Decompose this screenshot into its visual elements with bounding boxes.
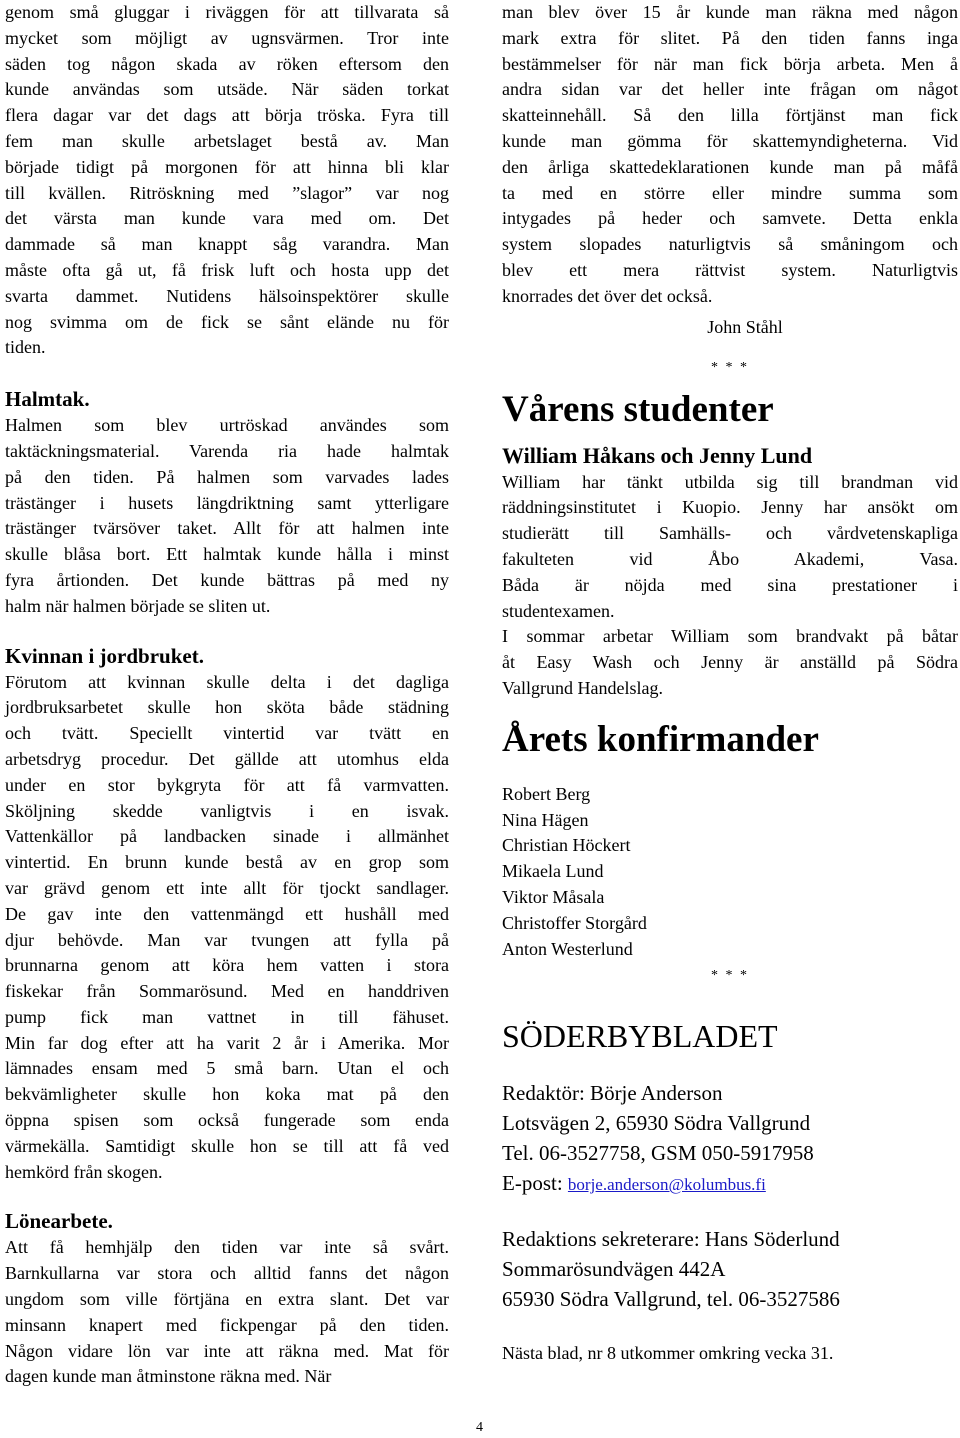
- kvinnan-line: arbetsdryg procedur. Det gällde att utomhus elda: [5, 748, 449, 769]
- kvinnan-paragraph: [5, 670, 449, 1186]
- next-issue-note: Nästa blad, nr 8 utkommer omkring vecka 31.: [502, 1343, 834, 1364]
- editor-address: Lotsvägen 2, 65930 Södra Vallgrund: [502, 1111, 811, 1136]
- kvinnan-line: öppna spisen som också fungerade som enda: [5, 1110, 449, 1131]
- kvinnan-line: värmekälla. Samtidigt skulle hon se till att få ved: [5, 1135, 449, 1156]
- secretary-name: Redaktions sekreterare: Hans Söderlund: [502, 1227, 840, 1252]
- threshing-line: började tidigt på morgonen för att hinna bli klar: [5, 156, 449, 177]
- email-label: E-post:: [502, 1171, 568, 1196]
- threshing-line: säden tog någon skada av röken eftersom den: [5, 53, 449, 74]
- editor-email-line: [502, 1168, 958, 1200]
- continued-line: mark extra för slitet. På den tiden fanns inga: [502, 27, 958, 48]
- halmtak-line: trästänger i husets längdriktning samt ytterligare: [5, 492, 449, 513]
- kvinnan-line: brunnarna genom att köra hem vatten i stora: [5, 955, 449, 976]
- konfirmander-list: [502, 782, 958, 963]
- kvinnan-line: Min far dog efter att ha varit 2 år i Amerika. Mor: [5, 1032, 449, 1053]
- studenter-title: Vårens studenter: [502, 388, 774, 430]
- kvinnan-line: Vattenkällor på landbacken sinade i allmänhet: [5, 826, 449, 847]
- secretary-address: Sommarösundvägen 442A: [502, 1257, 726, 1282]
- studenter-subhead: William Håkans och Jenny Lund: [502, 442, 813, 468]
- kvinnan-line: fiskekar från Sommarösund. Med en handdriven: [5, 981, 449, 1002]
- continued-line: ta med en större eller mindre summa som: [502, 182, 958, 203]
- studenter-line: fakulteten vid Åbo Akademi, Vasa.: [502, 548, 958, 569]
- studenter-line: Vallgrund Handelslag.: [502, 677, 663, 698]
- continued-line: intygades på heder och samvete. Detta enkla: [502, 208, 958, 229]
- halmtak-heading: Halmtak.: [5, 387, 90, 412]
- kvinnan-line: jordbruksarbetet skulle hon sköta både städning: [5, 697, 449, 718]
- author-name: John Ståhl: [707, 316, 783, 337]
- kvinnan-line: djur behövde. Man var tvungen att fylla på: [5, 929, 449, 950]
- halmtak-line: fyra årtionden. Det kunde bättras på med ny: [5, 569, 449, 590]
- studenter-line: I sommar arbetar William som brandvakt på båtar: [502, 626, 958, 647]
- studenter-line: studierätt till Samhälls- och vårdvetenskapliga: [502, 523, 958, 544]
- konfirmand-name: Robert Berg: [502, 783, 591, 804]
- kvinnan-line: var grävd genom ett inte allt för tjockt sandlager.: [5, 877, 449, 898]
- lonearbete-heading: Lönearbete.: [5, 1209, 113, 1234]
- editor-name: Redaktör: Börje Anderson: [502, 1081, 723, 1106]
- editor-phone: Tel. 06-3527758, GSM 050-5917958: [502, 1141, 814, 1166]
- continued-line: knorrades det över det också.: [502, 285, 713, 306]
- left-column: [5, 0, 449, 1390]
- threshing-line: det värsta man kunde vara med om. Det: [5, 208, 449, 229]
- kvinnan-line: och tvätt. Speciellt vintertid var tvätt en: [5, 723, 449, 744]
- continued-paragraph: [502, 0, 958, 310]
- threshing-line: svarta dammet. Nutidens hälsoinspektörer skulle: [5, 285, 449, 306]
- kvinnan-line: bekvämligheter skulle hon koka mat på den: [5, 1084, 449, 1105]
- threshing-line: genom små gluggar i riväggen för att tillvarata så: [5, 2, 449, 22]
- studenter-line: William har tänkt utbilda sig till brandman vid: [502, 471, 958, 492]
- continued-line: skatteinnehåll. Så den lilla förtjänst man fick: [502, 105, 958, 126]
- halmtak-line: på den tiden. På halmen som varvades lades: [5, 466, 449, 487]
- konfirmand-name: Anton Westerlund: [502, 938, 633, 959]
- studenter-line: åt Easy Wash och Jenny är anställd på Södra: [502, 652, 958, 673]
- kvinnan-heading: Kvinnan i jordbruket.: [5, 643, 204, 668]
- konfirmander-title: Årets konfirmander: [502, 718, 819, 760]
- halmtak-line: trästänger tvärsöver taket. Allt för att halmen inte: [5, 518, 449, 539]
- page-number: 4: [476, 1420, 483, 1435]
- threshing-line: mycket som möjligt av ugnsvärmen. Tror inte: [5, 27, 449, 48]
- continued-line: man blev över 15 år kunde man räkna med någon: [502, 2, 958, 22]
- continued-line: bestämmelser för när man fick börja arbeta. Men å: [502, 53, 958, 74]
- separator: * * *: [711, 359, 749, 375]
- studenter-line: studentexamen.: [502, 600, 615, 621]
- kvinnan-line: Förutom att kvinnan skulle delta i det dagliga: [5, 671, 449, 692]
- continued-line: den årliga skattedeklarationen kunde man på måfå: [502, 156, 958, 177]
- halmtak-paragraph: [5, 413, 449, 619]
- threshing-line: flera dagar var det dags att börja tröska. Fyra till: [5, 105, 449, 126]
- right-column: [502, 0, 958, 1366]
- threshing-line: tiden.: [5, 337, 46, 358]
- konfirmand-name: Christian Höckert: [502, 835, 631, 856]
- lonearbete-line: Att få hemhjälp den tiden var inte så svårt.: [5, 1237, 449, 1258]
- kvinnan-line: Sköljning skedde vanligtvis i en isvak.: [5, 800, 449, 821]
- continued-line: system slopades naturligtvis så småningom och: [502, 234, 958, 255]
- konfirmand-name: Christoffer Storgård: [502, 912, 647, 933]
- email-link[interactable]: borje.anderson@kolumbus.fi: [567, 1175, 766, 1195]
- studenter-paragraph: [502, 470, 958, 702]
- separator: * * *: [711, 968, 749, 984]
- kvinnan-line: De gav inte den vattenmängd ett hushåll med: [5, 903, 449, 924]
- halmtak-line: skulle blåsa bort. Ett halmtak kunde hålla i minst: [5, 544, 449, 565]
- kvinnan-line: vintertid. En brunn kunde bestå av en grop som: [5, 852, 449, 873]
- lonearbete-line: minsann knapert med fickpengar på den tiden.: [5, 1314, 449, 1335]
- threshing-line: dammade så man knappt såg varandra. Man: [5, 234, 449, 255]
- continued-line: blev ett mera rättvist system. Naturligtvis: [502, 259, 958, 280]
- threshing-paragraph: [5, 0, 449, 361]
- threshing-line: fem man skulle arbetslaget bestå av. Man: [5, 130, 449, 151]
- threshing-line: måste ofta gå ut, få frisk luft och hosta upp det: [5, 259, 449, 280]
- konfirmand-name: Viktor Måsala: [502, 886, 605, 907]
- studenter-line: räddningsinstitutet i Kuopio. Jenny har ansökt om: [502, 497, 958, 518]
- continued-line: andra sidan var det heller inte frågan om något: [502, 79, 958, 100]
- threshing-line: kunde användas som utsäde. När säden torkat: [5, 79, 449, 100]
- lonearbete-paragraph: [5, 1235, 449, 1390]
- halmtak-line: halm när halmen började se sliten ut.: [5, 595, 271, 616]
- lonearbete-line: Barnkullarna var stora och alltid fanns det någon: [5, 1263, 449, 1284]
- secretary-city: 65930 Södra Vallgrund, tel. 06-3527586: [502, 1287, 840, 1312]
- threshing-line: nog svimma om de fick se sånt elände nu för: [5, 311, 449, 332]
- masthead: SÖDERBYBLADET: [502, 1018, 778, 1055]
- kvinnan-line: lämnades ensam med 5 små barn. Utan el och: [5, 1058, 449, 1079]
- studenter-line: Båda är nöjda med sina prestationer i: [502, 574, 958, 595]
- continued-line: kunde man gömma för skattemyndigheterna. Vid: [502, 130, 958, 151]
- kvinnan-line: pump fick man vattnet in till fähuset.: [5, 1006, 449, 1027]
- lonearbete-line: ungdom som ville förtjäna en extra slant. Det var: [5, 1289, 449, 1310]
- threshing-line: till kvällen. Ritröskning med ”slagor” var nog: [5, 182, 449, 203]
- halmtak-line: Halmen som blev urtröskad användes som: [5, 415, 449, 436]
- lonearbete-line: dagen kunde man åtminstone räkna med. När: [5, 1366, 332, 1387]
- konfirmand-name: Mikaela Lund: [502, 861, 604, 882]
- konfirmand-name: Nina Hägen: [502, 809, 589, 830]
- halmtak-line: taktäckningsmaterial. Varenda ria hade halmtak: [5, 440, 449, 461]
- lonearbete-line: Någon vidare lön var inte att räkna med. Mat för: [5, 1340, 449, 1361]
- kvinnan-line: under en stor bykgryta för att få varmvatten.: [5, 774, 449, 795]
- kvinnan-line: hemkörd från skogen.: [5, 1161, 163, 1182]
